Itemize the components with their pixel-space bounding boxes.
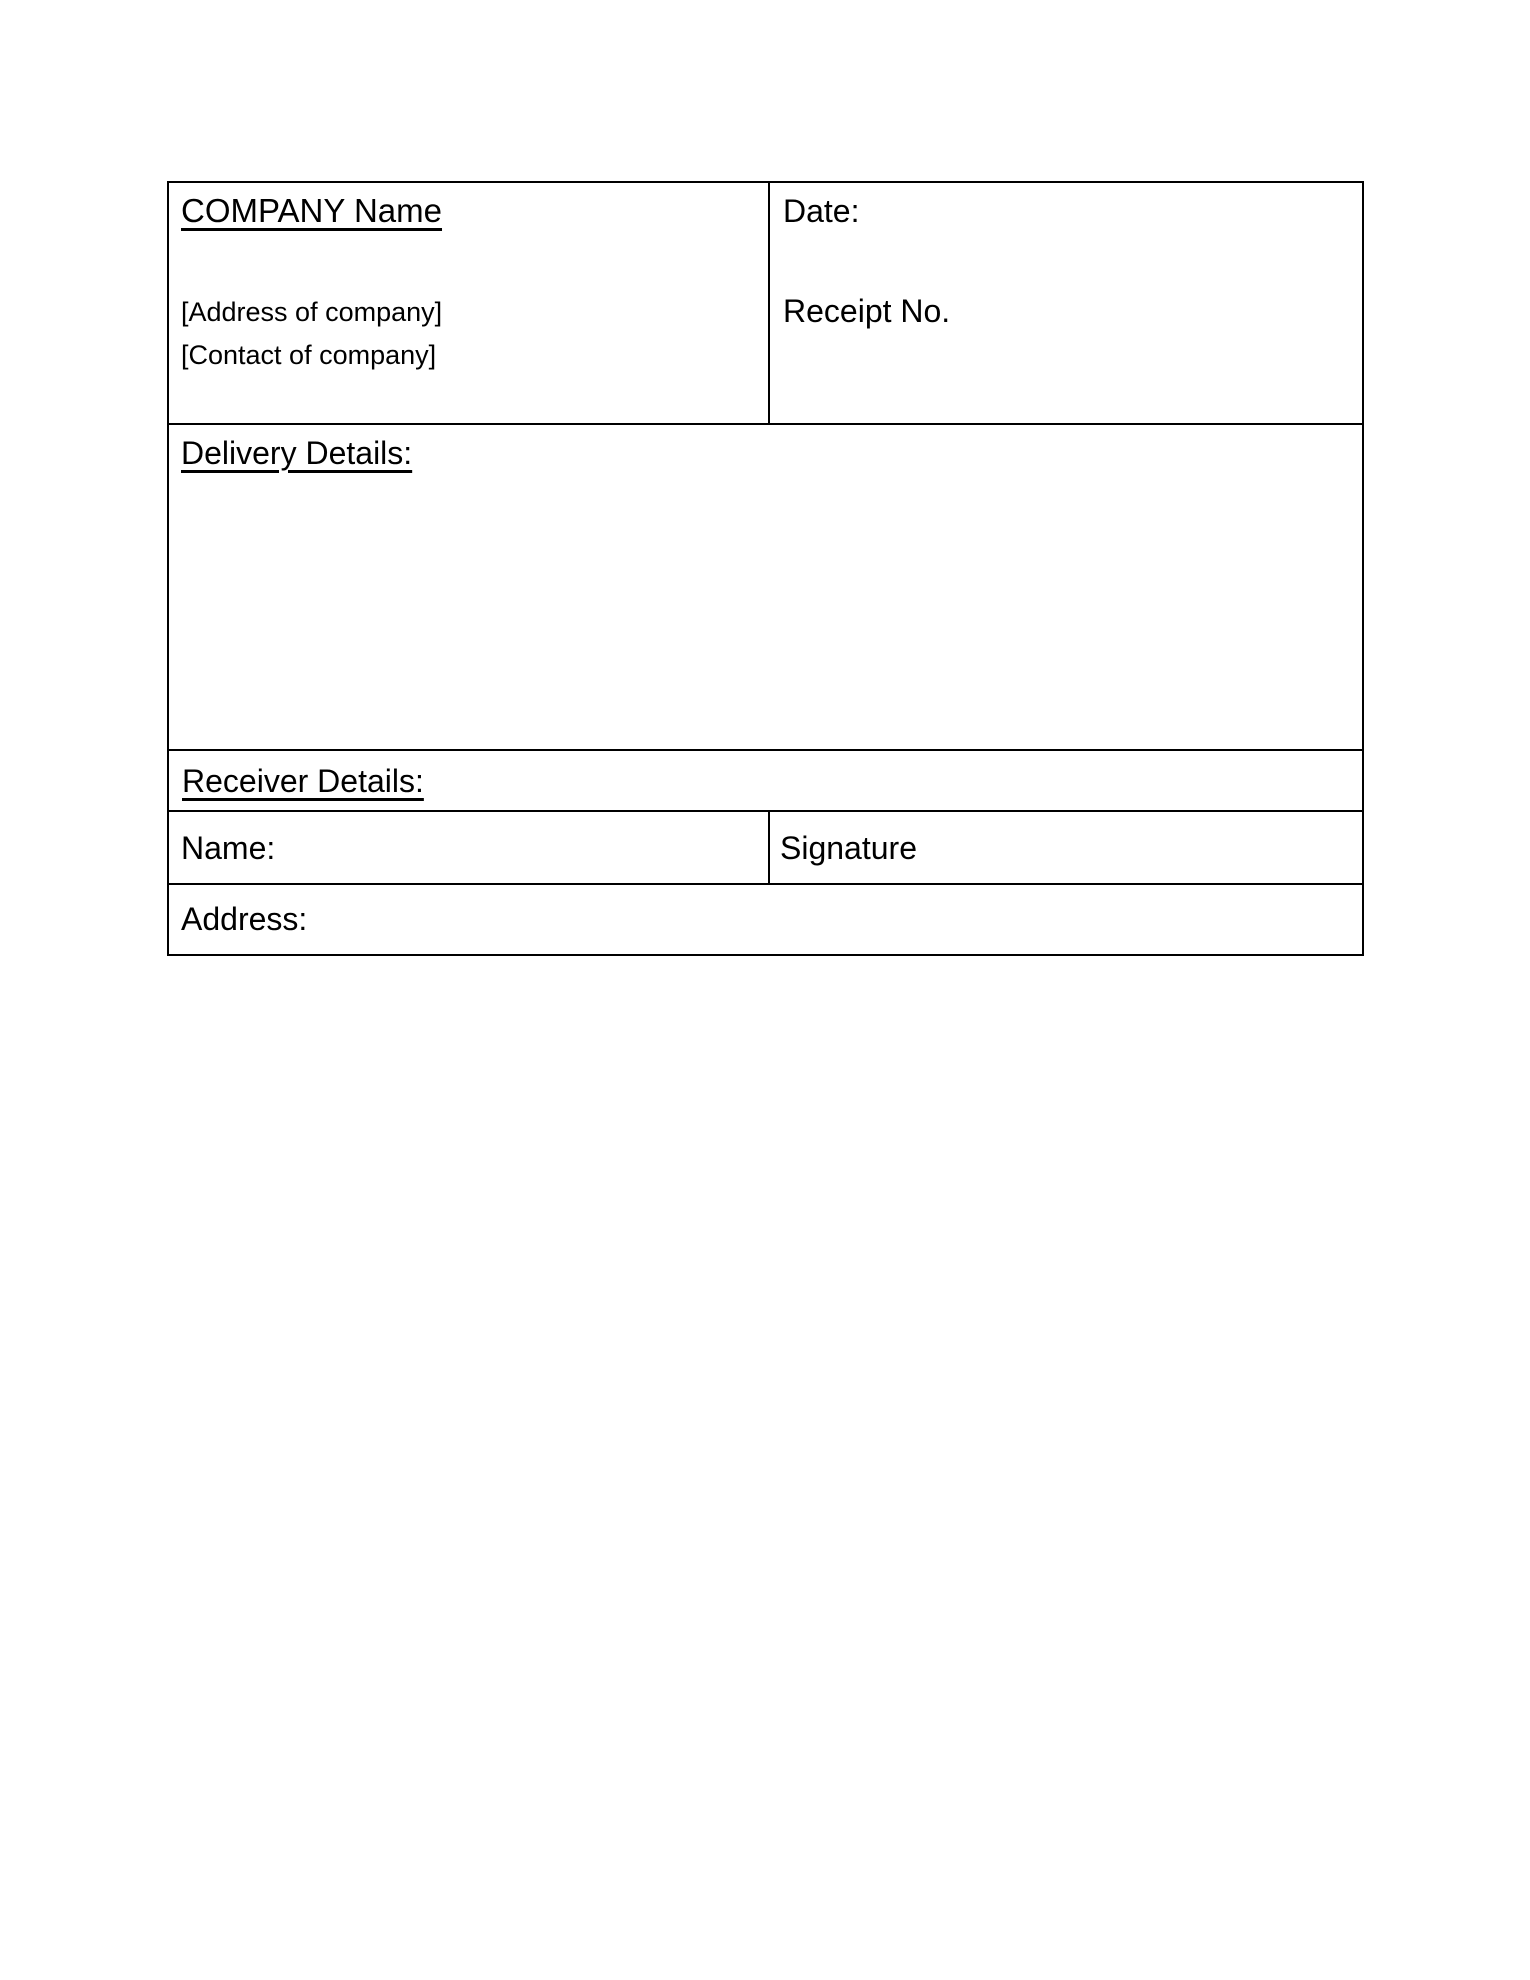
receiver-address-label: Address: (181, 901, 308, 937)
delivery-details-heading: Delivery Details: (181, 435, 413, 471)
company-name-heading: COMPANY Name (181, 192, 443, 229)
company-contact-placeholder: [Contact of company] (181, 340, 437, 370)
header-row (169, 183, 1362, 423)
name-signature-row (169, 810, 1362, 883)
receiver-address-row (169, 883, 1362, 954)
company-address-placeholder: [Address of company] (181, 297, 443, 327)
receiver-details-heading: Receiver Details: (182, 763, 424, 799)
receipt-table (167, 181, 1364, 956)
company-contact-block (181, 291, 754, 377)
receiver-signature-cell (768, 812, 1362, 883)
receiver-details-section (169, 749, 1362, 810)
receiver-signature-label: Signature (780, 830, 917, 866)
receiver-name-label: Name: (181, 830, 276, 866)
company-info-cell (169, 183, 768, 423)
receiver-name-cell (169, 812, 768, 883)
date-receipt-cell (768, 183, 1362, 423)
delivery-details-section (169, 423, 1362, 749)
receipt-no-label: Receipt No. (783, 293, 951, 329)
date-label: Date: (783, 193, 860, 229)
